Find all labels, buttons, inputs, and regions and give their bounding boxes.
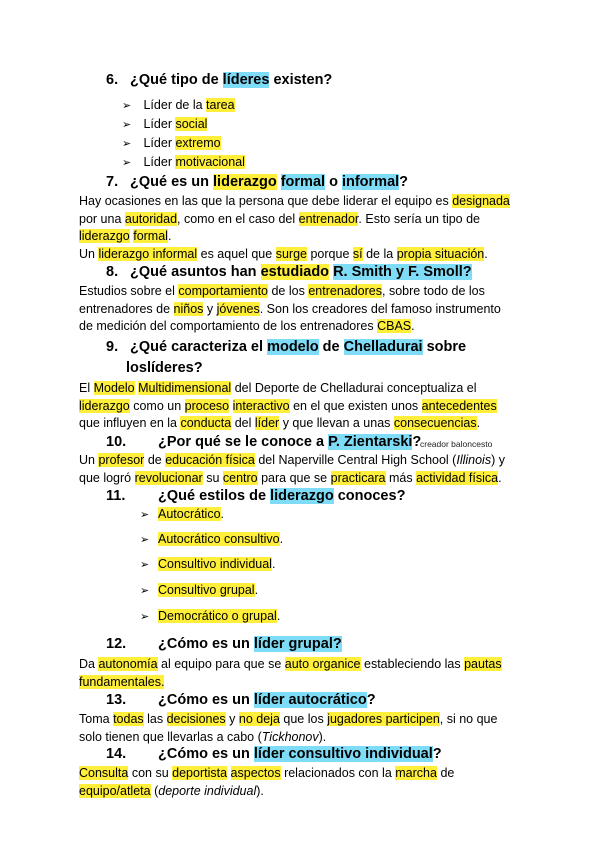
question-14: 14. ¿Cómo es un líder consultivo individual? bbox=[106, 746, 442, 762]
question-6: 6. ¿Qué tipo de líderes existen? bbox=[106, 72, 333, 88]
list-item: ➢ Líder motivacional bbox=[122, 155, 245, 169]
list-item: ➢ Autocrático. bbox=[140, 507, 225, 521]
list-item: ➢ Autocrático consultivo. bbox=[140, 532, 284, 546]
arrow-bullet-icon: ➢ bbox=[122, 100, 132, 112]
question-12: 12. ¿Cómo es un líder grupal? bbox=[106, 636, 342, 652]
question-7: 7. ¿Qué es un liderazgo formal o informal? bbox=[106, 174, 409, 190]
arrow-bullet-icon: ➢ bbox=[140, 509, 150, 521]
arrow-bullet-icon: ➢ bbox=[122, 138, 132, 150]
list-item: ➢ Consultivo individual. bbox=[140, 557, 276, 571]
answer-12: Da autonomía al equipo para que se auto organice estableciendo las pautas fundamentales. bbox=[79, 657, 502, 689]
list-item: ➢ Líder extremo bbox=[122, 136, 221, 150]
arrow-bullet-icon: ➢ bbox=[140, 611, 150, 623]
arrow-bullet-icon: ➢ bbox=[122, 157, 132, 169]
list-item: ➢ Líder de la tarea bbox=[122, 98, 235, 112]
question-11: 11. ¿Qué estilos de liderazgo conoces? bbox=[106, 488, 406, 504]
answer-9: El Modelo Multidimensional del Deporte de Chelladurai conceptualiza el liderazgo como un proceso interactivo en el que existen unos antecedentes que influyen en la conducta del líder y que llevan a unas consecuencias. bbox=[79, 381, 497, 430]
handwritten-note: creador baloncesto bbox=[420, 439, 493, 449]
list-item: ➢ Democrático o grupal. bbox=[140, 609, 281, 623]
arrow-bullet-icon: ➢ bbox=[140, 559, 150, 571]
answer-14: Consulta con su deportista aspectos relacionados con la marcha de equipo/atleta (deporte individual). bbox=[79, 766, 455, 798]
list-item: ➢ Consultivo grupal. bbox=[140, 583, 259, 597]
question-9-continued: loslíderes? bbox=[126, 360, 203, 376]
answer-13: Toma todas las decisiones y no deja que los jugadores participen, si no que solo tienen que llevarlas a cabo (Tickhonov). bbox=[79, 712, 498, 744]
answer-8: Estudios sobre el comportamiento de los entrenadores, sobre todo de los entrenadores de niños y jóvenes. Son los creadores del famoso instrumento de medición del comportamiento de los entrenadores CBAS. bbox=[79, 284, 501, 333]
question-13: 13. ¿Cómo es un líder autocrático? bbox=[106, 692, 376, 708]
list-item: ➢ Líder social bbox=[122, 117, 208, 131]
question-10: 10. ¿Por qué se le conoce a P. Zientarski? bbox=[106, 434, 422, 450]
answer-7: Hay ocasiones en las que la persona que debe liderar el equipo es designada por una autoridad, como en el caso del entrenador. Esto sería un tipo de liderazgo formal. Un liderazgo informal es aquel que surge porque sí de la propia situación. bbox=[79, 194, 510, 261]
question-8: 8. ¿Qué asuntos han estudiado R. Smith y F. Smoll? bbox=[106, 264, 472, 280]
arrow-bullet-icon: ➢ bbox=[140, 585, 150, 597]
question-9: 9. ¿Qué caracteriza el modelo de Chelladurai sobre bbox=[106, 339, 467, 355]
arrow-bullet-icon: ➢ bbox=[122, 119, 132, 131]
arrow-bullet-icon: ➢ bbox=[140, 534, 150, 546]
answer-10: Un profesor de educación física del Naperville Central High School (Illinois) y que logró revolucionar su centro para que se practicara más actividad física. bbox=[79, 453, 505, 485]
